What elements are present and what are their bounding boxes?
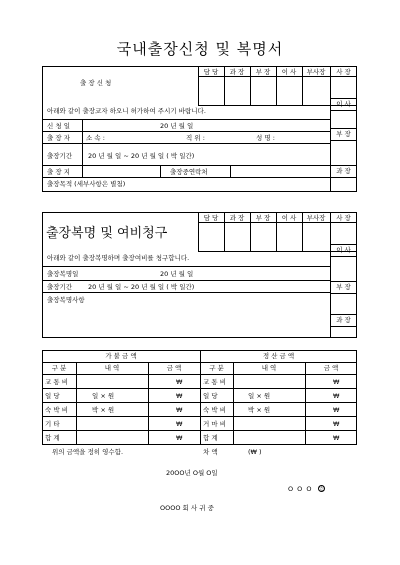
seal-mark: 인 xyxy=(319,486,324,492)
application-date-value[interactable]: 20 년 월 일 xyxy=(160,122,194,130)
settle-row-lodging-detail[interactable]: 박 × 원 xyxy=(248,406,271,414)
destination-label: 출 장 지 xyxy=(47,168,70,176)
document-title: 국내출장신청 및 복명서 xyxy=(116,40,284,58)
app-side-gm: 부 장 xyxy=(336,130,351,138)
advance-row-daily-detail[interactable]: 일 × 원 xyxy=(92,392,115,400)
advance-row-lodging-detail[interactable]: 박 × 원 xyxy=(92,406,115,414)
contact-field[interactable] xyxy=(234,167,324,176)
traveler-label: 출 장 자 xyxy=(47,134,70,142)
advance-title: 가 불 금 액 xyxy=(105,352,137,360)
report-period-value[interactable]: 20 년 월 일 ~ 20 년 월 일 ( 박 일간) xyxy=(88,283,195,291)
advance-row-daily-currency[interactable]: ₩ xyxy=(176,392,183,400)
approval-manager: 과 장 xyxy=(229,68,245,76)
footer-date[interactable]: 20OO년 O월 O일 xyxy=(166,469,218,477)
settle-col-amount: 금 액 xyxy=(323,364,339,372)
destination-field[interactable] xyxy=(86,167,158,176)
application-heading: 출 장 신 청 xyxy=(80,79,112,87)
settle-row-transport-currency[interactable]: ₩ xyxy=(333,378,340,386)
advance-col-amount: 금 액 xyxy=(166,364,182,372)
settle-col-category: 구 분 xyxy=(209,364,224,372)
advance-row-other-currency[interactable]: ₩ xyxy=(176,420,183,428)
approval-vice-president: 부사장 xyxy=(306,68,326,76)
difference-value[interactable]: (₩ ) xyxy=(248,448,262,456)
advance-row-total: 합 계 xyxy=(45,434,60,442)
advance-col-detail: 내 역 xyxy=(104,364,120,372)
footer-recipient: OOOO 회 사 귀 중 xyxy=(160,504,214,512)
footer-signer[interactable]: O O O xyxy=(288,485,313,493)
settle-row-allowance: 거 마 비 xyxy=(203,420,226,428)
settle-row-allowance-currency[interactable]: ₩ xyxy=(333,420,340,428)
report-approval-manager: 과 장 xyxy=(229,214,245,222)
approval-general-manager: 부 장 xyxy=(255,68,271,76)
report-side-gm: 부 장 xyxy=(336,283,351,291)
settle-row-daily-currency[interactable]: ₩ xyxy=(333,392,340,400)
report-details-label: 출장복명사항 xyxy=(47,296,85,304)
application-period-label: 출장기간 xyxy=(47,152,73,160)
advance-row-transport-currency[interactable]: ₩ xyxy=(176,378,183,386)
name-label[interactable]: 성 명 : xyxy=(256,134,275,142)
report-period-label: 출장기간 xyxy=(47,283,73,291)
app-side-director: 이 사 xyxy=(336,100,351,108)
report-side-director: 이 사 xyxy=(336,246,351,254)
report-date-label: 출장복명일 xyxy=(47,270,79,278)
report-approval-staff: 담 당 xyxy=(203,214,219,222)
advance-row-daily: 일 당 xyxy=(45,392,60,400)
app-side-manager: 과 장 xyxy=(336,167,351,175)
advance-col-category: 구 분 xyxy=(51,364,67,372)
approval-staff: 담 당 xyxy=(203,68,219,76)
position-label[interactable]: 직 위 : xyxy=(186,134,205,142)
advance-row-other: 기 타 xyxy=(45,420,60,428)
application-period-value[interactable]: 20 년 월 일 ~ 20 년 월 일 ( 박 일간) xyxy=(88,152,195,160)
approval-president: 사 장 xyxy=(336,68,351,76)
advance-row-total-currency[interactable]: ₩ xyxy=(176,434,183,442)
report-approval-president: 사 장 xyxy=(336,214,351,222)
report-approval-director: 이 사 xyxy=(281,214,297,222)
settle-row-total: 합 계 xyxy=(203,434,218,442)
report-heading: 출장복명 및 여비청구 xyxy=(46,226,168,241)
settle-row-daily: 일 당 xyxy=(203,392,218,400)
advance-row-transport: 교 통 비 xyxy=(45,378,68,386)
settle-row-lodging: 숙 박 비 xyxy=(203,406,226,414)
application-request-text: 아래와 같이 출장코자 하오니 허가하여 주시기 바랍니다. xyxy=(47,107,206,115)
report-approval-general-manager: 부 장 xyxy=(255,214,271,222)
report-date-value[interactable]: 20 년 월 일 xyxy=(160,270,194,278)
contact-label: 출장중연락처 xyxy=(170,168,208,176)
advance-row-lodging-currency[interactable]: ₩ xyxy=(176,406,183,414)
settlement-title: 정 산 금 액 xyxy=(262,352,295,360)
purpose-label: 출장목적 (세부사항은 별첨) xyxy=(47,180,126,188)
report-approval-vice-president: 부사장 xyxy=(306,214,326,222)
receipt-text: 위의 금액을 정히 영수함. xyxy=(52,448,124,456)
advance-row-lodging: 숙 박 비 xyxy=(45,406,68,414)
settle-col-detail: 내 역 xyxy=(261,364,277,372)
settle-row-total-currency[interactable]: ₩ xyxy=(333,434,340,442)
settle-row-lodging-currency[interactable]: ₩ xyxy=(333,406,340,414)
department-label[interactable]: 소 속 : xyxy=(86,134,105,142)
report-request-text: 아래와 같이 출장복명하며 출장여비를 청구합니다. xyxy=(47,254,190,262)
report-side-manager: 과 장 xyxy=(336,316,351,324)
settle-row-transport: 교 통 비 xyxy=(203,378,226,386)
difference-label: 차 액 xyxy=(203,448,218,456)
application-date-label: 신 청 일 xyxy=(47,122,70,130)
settle-row-daily-detail[interactable]: 일 × 원 xyxy=(248,392,271,400)
approval-director: 이 사 xyxy=(281,68,297,76)
